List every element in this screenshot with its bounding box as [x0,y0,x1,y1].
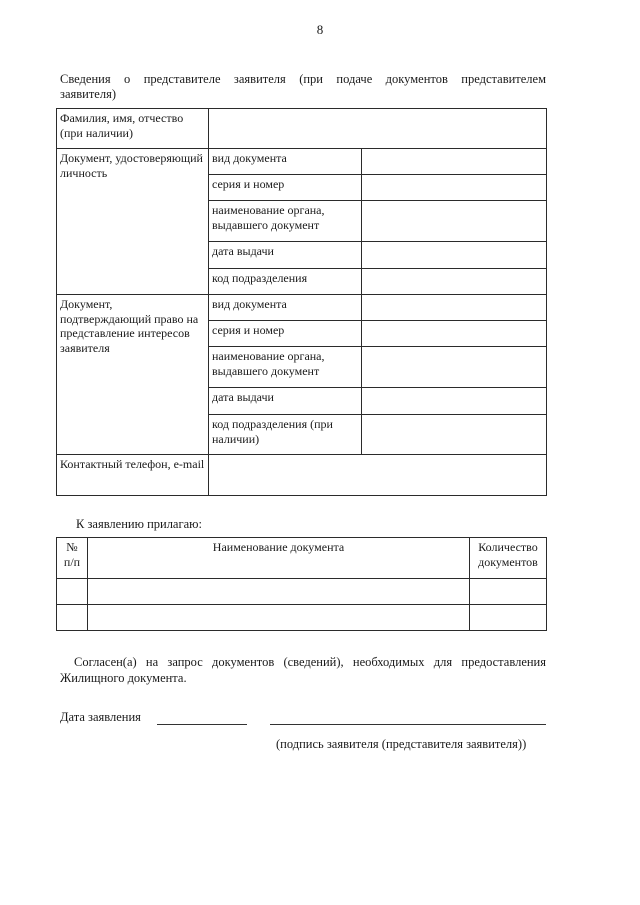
identity-doc-field: код подразделения [209,269,362,295]
consent-text: Согласен(а) на запрос документов (сведений), необходимых для предоставления Жилищного документа. [60,655,546,685]
authority-doc-value-cell[interactable] [362,295,547,321]
signature-caption: (подпись заявителя (представителя заявителя)) [276,737,527,751]
authority-doc-field: вид документа [209,295,362,321]
col-header-number: № п/п [57,538,88,579]
date-label: Дата заявления [60,710,141,724]
identity-doc-field: серия и номер [209,175,362,201]
identity-doc-value-cell[interactable] [362,201,547,242]
section-intro: Сведения о представителе заявителя (при подаче документов представителем [60,72,546,86]
attachment-name-cell[interactable] [88,605,470,631]
authority-doc-field: дата выдачи [209,388,362,415]
attachments-table [56,537,547,631]
authority-doc-value-cell[interactable] [362,321,547,347]
identity-doc-field: дата выдачи [209,242,362,269]
authority-doc-field: наименование органа, выдавшего документ [209,347,362,388]
contact-value-cell[interactable] [209,455,547,496]
identity-doc-value-cell[interactable] [362,175,547,201]
authority-doc-value-cell[interactable] [362,415,547,455]
attachment-num-cell[interactable] [57,579,88,605]
authority-doc-value-cell[interactable] [362,347,547,388]
attachment-num-cell[interactable] [57,605,88,631]
representative-table [56,108,547,496]
attachments-title: К заявлению прилагаю: [76,517,202,531]
col-header-name: Наименование документа [88,538,470,579]
date-line[interactable] [157,724,247,725]
attachment-qty-cell[interactable] [470,605,547,631]
identity-doc-value-cell[interactable] [362,149,547,175]
page-number: 8 [316,22,324,37]
authority-doc-field: серия и номер [209,321,362,347]
section-intro-cont: заявителя) [60,87,116,101]
authority-doc-label: Документ, подтверждающий право на представление интересов заявителя [57,295,209,455]
attachment-qty-cell[interactable] [470,579,547,605]
contact-label: Контактный телефон, e-mail [57,455,209,496]
identity-doc-field: вид документа [209,149,362,175]
identity-doc-field: наименование органа, выдавшего документ [209,201,362,242]
authority-doc-value-cell[interactable] [362,388,547,415]
attachment-name-cell[interactable] [88,579,470,605]
authority-doc-field: код подразделения (при наличии) [209,415,362,455]
full-name-label: Фамилия, имя, отчество (при наличии) [57,109,209,149]
identity-doc-value-cell[interactable] [362,242,547,269]
full-name-value-cell[interactable] [209,109,547,149]
identity-doc-value-cell[interactable] [362,269,547,295]
signature-line[interactable] [270,724,546,725]
identity-doc-label: Документ, удостоверяющий личность [57,149,209,295]
col-header-quantity: Количество документов [470,538,547,579]
